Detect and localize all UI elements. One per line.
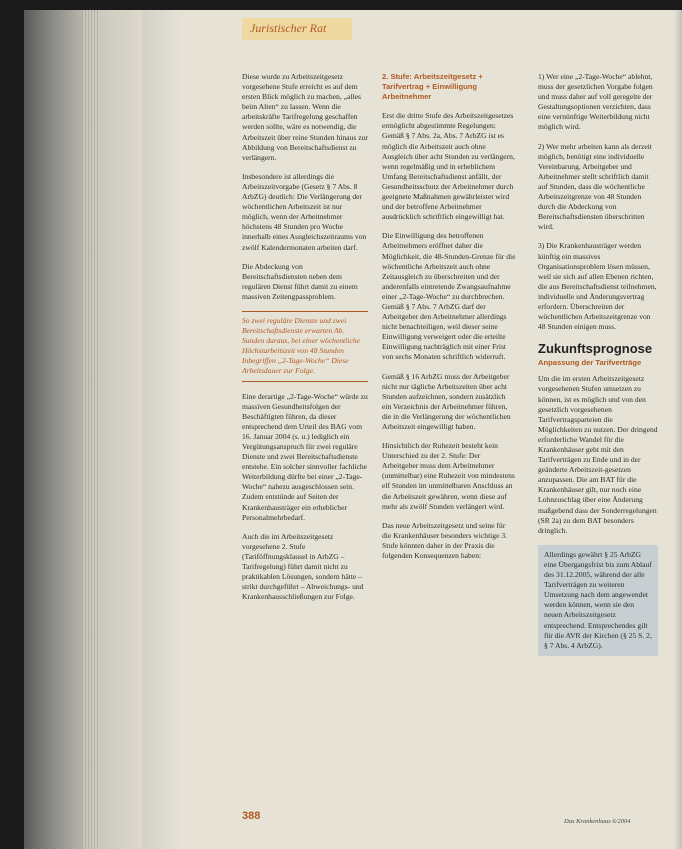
section-heading: Zukunftsprognose: [538, 341, 653, 357]
section-header: Juristischer Rat: [242, 18, 352, 40]
magazine-page: [24, 10, 682, 849]
paragraph: Die Abdeckung von Bereitschaftsdiensten neben dem regulären Dienst führt damit zu einem massiven Zeitengpassproblem.: [242, 261, 358, 301]
paragraph: Diese wurde zu Arbeitszeitgesetz vorgesehene Stufe erreicht es auf dem ersten Blick möglich zu machen, „alles beim Alten“ zu lassen. Wenn die arbeitskräfte Tarifregelung geschaffen werden sollte, wäre es notwendig, die Arbeitszeit über reine Stunden hinaus zur Abbildung von Bereitschaftsdienst zu verlängern.: [242, 72, 368, 162]
paragraph: Auch die im Arbeitszeitgesetz vorgesehene 2. Stufe (Tariföffnungsklausel in ArbZG – Tarifregelung) führt damit nicht zu praktikablen Lösungen, sondern hätte – strikt durchgeführt – Abweichungs- und Krankenhausschließungen zur Folge.: [242, 531, 364, 602]
right-edge-shadow: [674, 10, 682, 849]
column-heading: 2. Stufe: Arbeitszeitgesetz + Tarifvertrag + Einwilligung Arbeitnehmer: [382, 72, 483, 102]
paragraph: Erst die dritte Stufe des Arbeitszeitgesetzes ermöglicht abgestimmte Regelungen: Gemäß § 7 Abs. 2a, Abs. 7 ArbZG ist es möglich die Arbeitszeit auch ohne Ausgleich über acht Stunden zu verlängern, wenn regelmäßig und in erheblichem Umfang Bereitschaftsdienst anfällt, der Gesundheitsschutz der Arbeitnehmer durch geeignete Maßnahmen gewährleistet wird und der betroffene Arbeitnehmer ausdrücklich schriftlich eingewilligt hat.: [382, 111, 515, 222]
paragraph: 2) Wer mehr arbeiten kann als derzeit möglich, benötigt eine individuelle Vereinbarung. Arbeitgeber und Arbeitnehmer stellt schriftlich damit auf Stunden, dass die wöchentliche Arbeitszeitgrenze von 48 Stunden durch die Abdeckung von Bereitschaftsdiensten überschritten wird.: [538, 141, 652, 232]
paragraph: Eine derartige „2-Tage-Woche“ würde zu massiven Gesundheitsfolgen der Beschäftigten führen, da dieser entsprechend dem Urteil des BAG vom 16. Januar 2004 (s. u.) lediglich ein Vergütungsanspruch für zwei reguläre Dienste und zwei Bereitschaftsdienste entstehe. Ein solcher sinnvoller fachliche Weiterbildung dürfte bei einer „2-Tage-Woche“ nahezu ausgeschlossen sein. Zudem entstünde auf Seiten der Krankenhausträger ein erheblicher Personalmehrbedarf.: [242, 391, 368, 522]
column-2: [382, 72, 516, 570]
pull-quote: So zwei reguläre Dienste und zwei Bereitschaftsdienste erwarten Ab. Sunden daraus, bei einer wöchentliche Höchstarbeitszeit von 48 Stunden Inbegriffen „2-Tage-Woche“ Diese Arbeitsdauer zur Folge.: [242, 311, 368, 382]
gutter-shadow: [142, 10, 182, 849]
sub-heading: Anpassung der Tarifverträge: [538, 358, 642, 368]
page-edges: [82, 10, 100, 849]
paragraph: Um die im ersten Arbeitszeitgesetz vorgesehenen Stufen umsetzen zu können, ist es möglich und von den gesetzlich vorgesehenen Tarifvertragsparteien die Möglichkeiten zu nutzen. Der dringend erforderliche Wandel für die Krankenhäuser geht mit den Tarifverträgen zu Ende und in der geänderte Arbeitszeit-gesetzen anzupassen. Die am BAT für die Krankenhäuser gilt, nur noch eine Lohnzuschlag über eine Änderung maßgebend dass der Sonderregelungen (SR 2a) zu dem BAT besonders dringlich.: [538, 374, 658, 535]
column-3: [538, 72, 658, 656]
paragraph: 1) Wer eine „2-Tage-Woche“ ablehnt, muss der gesetzlichen Vorgabe folgen und muss daher auf voll geregelte der Gestaltungsoptionen verzichten, dass eine vernünftige Weiterbildung nicht möglich wird.: [538, 72, 653, 132]
page-number: 388: [242, 810, 261, 822]
paragraph: 3) Die Krankenhausträger werden künftig ein massives Organisationsproblem lösen müssen, weil sie sich auf allen Ebenen richten, die aus Bereitschaftsdienst teilnehmen, individuelle und Änderungsvertrag erfordern. Überschreiten der wöchentlichen Arbeitszeitgrenze von 48 Stunden einigen muss.: [538, 241, 657, 332]
info-box: Allerdings gewährt § 25 ArbZG eine Übergangsfrist bis zum Ablauf des 31.12.2005, während der alle Tarifverträgen zu weiteren Umsetzung nach dem angewendet werden können, wenn sie den neuen Arbeitszeitgesetz entsprechend. Entsprechendes gilt für die AVR der Kirchen (§ 25 S. 2, § 7 Abs. 4 ArbZG).: [538, 545, 658, 656]
paragraph: Gemäß § 16 ArbZG muss der Arbeitgeber nicht nur tägliche Arbeitszeiten über acht Stunden aufzeichnen, sondern zusätzlich ein Verzeichnis der Arbeitnehmer führen, die in die Verlängerung der wöchentlichen Arbeitszeit eingewilligt haben.: [382, 371, 511, 431]
column-1: [242, 72, 368, 611]
paragraph: Hinsichtlich der Ruhezeit besteht kein Unterschied zu der 2. Stufe: Der Arbeitgeber muss dem Arbeitnehmer (unmittelbar) eine Ruhezeit von mindestens elf Stunden im unmittelbaren Anschluss an die Arbeitszeit gewähren, wenn diese auf mehr als zwölf Stunden verlängert wird.: [382, 441, 515, 511]
paragraph: Das neue Arbeitszeitgesetz und seine für die Krankenhäuser besonders wichtige 3. Stufe könnten daher in der Praxis die folgenden Konsequenzen haben:: [382, 520, 508, 561]
running-footer: Das Krankenhaus 6/2004: [564, 818, 631, 825]
paragraph: Die Einwilligung des betroffenen Arbeitnehmers eröffnet daher die Möglichkeit, die 48-Stunden-Grenze für die wöchentliche Arbeitszeit auch ohne Zeitausgleich zu überschreiten und der anderenfalls eintretende Zwangsaufnahme einer „2-Tage-Woche“ zu durchbrechen. Gemäß § 7 Abs. 7 ArbZG darf der Arbeitgeber den Arbeitnehmer allerdings nicht benachteiligen, weil dieser seine Einwilligung verweigert oder die erteilte Einwilligung nachträglich mit einer Frist von sechs Monaten schriftlich widerruft.: [382, 231, 516, 362]
paragraph: Insbesondere ist allerdings die Arbeitszeitvorgabe (Gesetz § 7 Abs. 8 ArbZG) deutlich: Die Verlängerung der wöchentlichen Arbeitszeit ist nur möglich, wenn der Arbeitnehmer höchstens 48 Stunden pro Woche innerhalb eines Ausgleichszeitraums von zwölf Kalendermonaten arbeiten darf.: [242, 171, 367, 252]
